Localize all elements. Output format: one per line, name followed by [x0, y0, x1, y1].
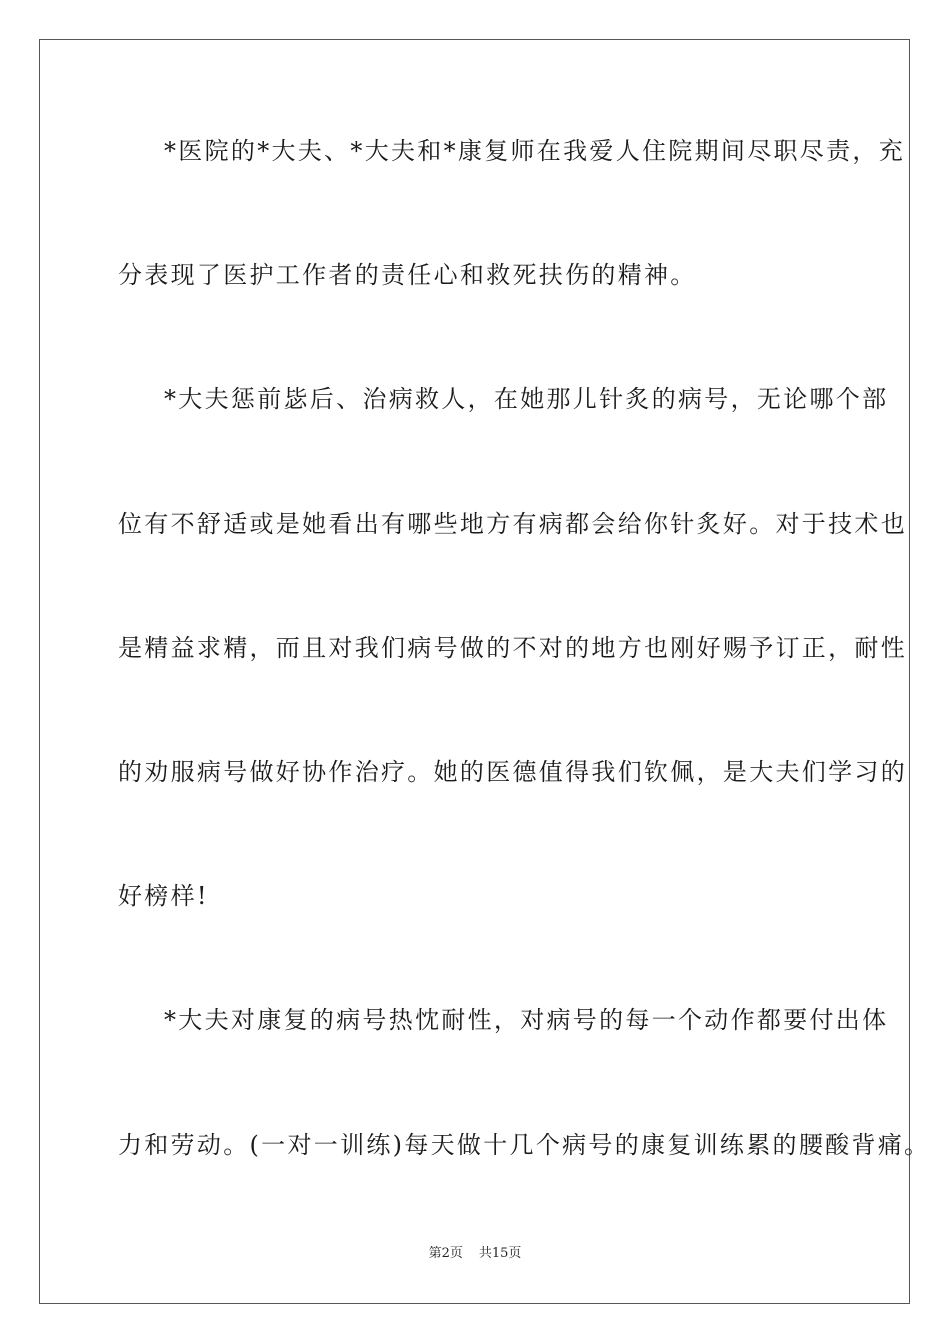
page-border [39, 39, 910, 1304]
paragraph-2-line-1: *大夫惩前毖后、治病救人，在她那儿针炙的病号，无论哪个部 [164, 385, 889, 413]
paragraph-2-line-2: 位有不舒适或是她看出有哪些地方有病都会给你针炙好。对于技术也 [118, 510, 907, 538]
paragraph-1-line-2: 分表现了医护工作者的责任心和救死扶伤的精神。 [118, 261, 697, 289]
paragraph-2-line-5: 好榜样! [118, 882, 209, 910]
paragraph-1-line-1: *医院的*大夫、*大夫和*康复师在我爱人住院期间尽职尽责，充 [164, 137, 905, 165]
paragraph-3-line-1: *大夫对康复的病号热忱耐性，对病号的每一个动作都要付出体 [164, 1006, 889, 1034]
paragraph-2-line-3: 是精益求精，而且对我们病号做的不对的地方也刚好赐予订正，耐性 [118, 634, 907, 662]
paragraph-2-line-4: 的劝服病号做好协作治疗。她的医德值得我们钦佩，是大夫们学习的 [118, 758, 907, 786]
page-total: 共15页 [478, 1246, 522, 1261]
paragraph-3-line-2: 力和劳动。(一对一训练)每天做十几个病号的康复训练累的腰酸背痛。 [118, 1131, 931, 1159]
page-number: 第2页 [428, 1246, 463, 1261]
page-footer [0, 1245, 950, 1263]
